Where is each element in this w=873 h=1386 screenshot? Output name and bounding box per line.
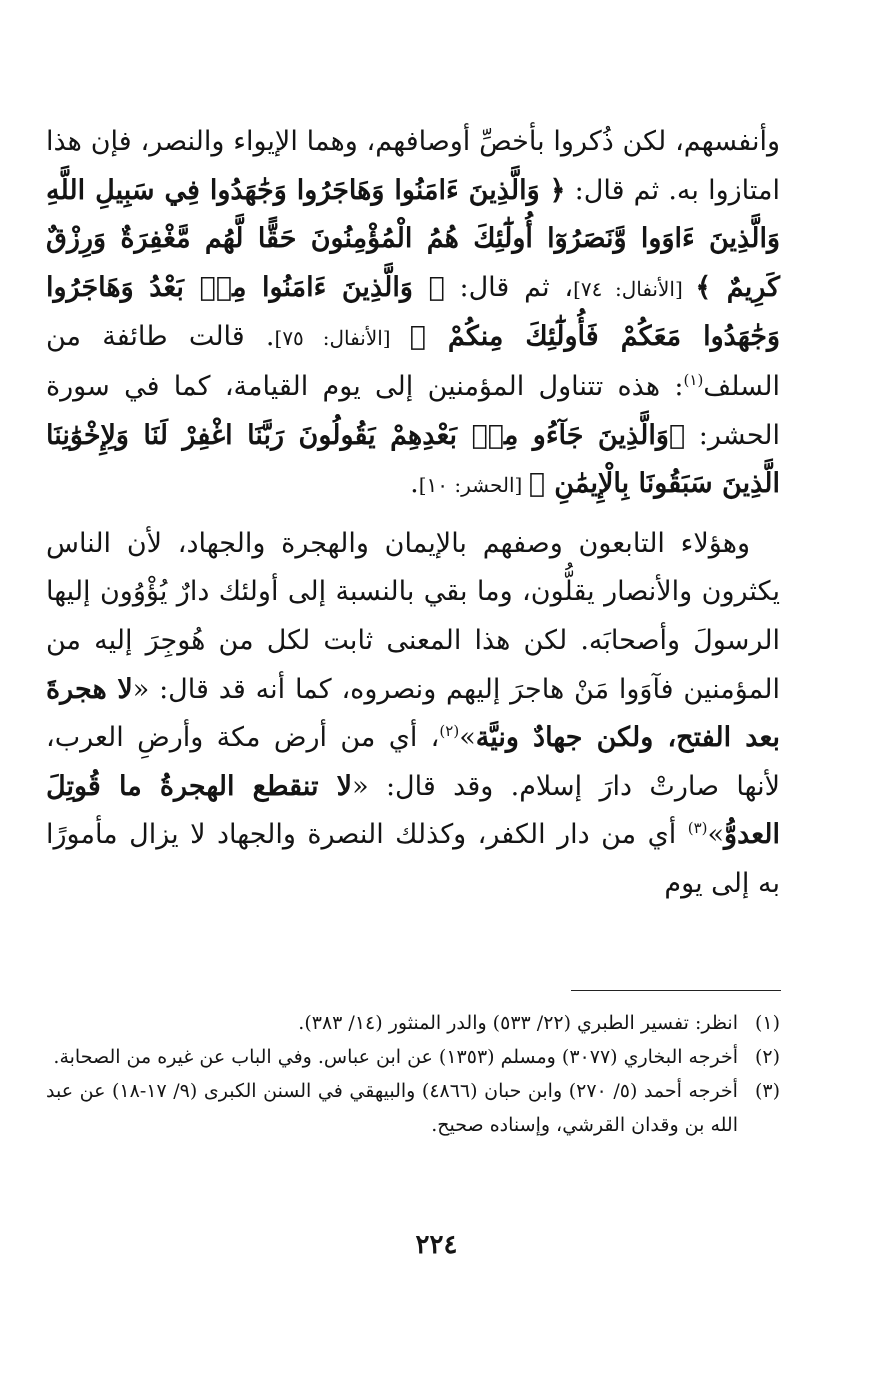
- footnote-number: (١): [754, 1012, 780, 1034]
- hadith-quote: لا تنقطع الهجرةُ ما قُوتِلَ العدوُّ: [46, 770, 780, 851]
- text-span: : هذه تتناول المؤمنين إلى يوم القيامة، كما في سورة الحشر:: [46, 370, 781, 451]
- footnote-number: (٣): [754, 1080, 780, 1102]
- footnote-item: [46, 1006, 780, 1040]
- footnotes: [46, 1006, 780, 1142]
- footnote-marker[interactable]: (١): [683, 370, 704, 389]
- text-span: »: [707, 819, 725, 851]
- text-span: ، ثم قال:: [444, 271, 574, 303]
- quran-verse: ﴿ وَالَّذِينَ ءَامَنُوا مِنۢ بَعْدُ وَهَاجَرُوا وَجَٰهَدُوا مَعَكُمْ فَأُولَٰٓئِكَ مِنكُمْ ﴾: [46, 271, 780, 353]
- verse-reference: [الأنفال: ٧٤]: [573, 276, 696, 301]
- footnote-marker[interactable]: (٣): [687, 819, 708, 838]
- text-span: أي من دار الكفر، وكذلك النصرة والجهاد لا يزال مأمورًا به إلى يوم: [46, 819, 780, 899]
- page-body: [46, 118, 780, 909]
- quran-verse: ﴿وَالَّذِينَ جَآءُو مِنۢ بَعْدِهِمْ يَقُولُونَ رَبَّنَا اغْفِرْ لَنَا وَلِإِخْوَٰنِنَا الَّذِينَ سَبَقُونَا بِالْإِيمَٰنِ ﴾: [46, 419, 780, 500]
- footnote-item: [46, 1074, 780, 1142]
- verse-reference: [الحشر: ١٠]: [418, 473, 529, 498]
- hadith-quote: لا هجرةَ بعد الفتح، ولكن جهادٌ ونيَّة: [46, 673, 780, 754]
- footnote-text: انظر: تفسير الطبري (٢٢/ ٥٣٣) والدر المنثور (١٤/ ٣٨٣).: [298, 1012, 738, 1034]
- text-span: وأنفسهم، لكن ذُكروا بأخصِّ أوصافهم، وهما الإيواء والنصر، فإن هذا امتازوا به. ثم قال:: [46, 126, 780, 206]
- footnote-text: أخرجه أحمد (٥/ ٢٧٠) وابن حبان (٤٨٦٦) والبيهقي في السنن الكبرى (٩/ ١٧-١٨) عن عبد الله بن وقدان القرشي، وإسناده صحيح.: [46, 1080, 738, 1136]
- quran-verse: ﴿ وَالَّذِينَ ءَامَنُوا وَهَاجَرُوا وَجَٰهَدُوا فِي سَبِيلِ اللَّهِ وَالَّذِينَ ءَاوَوا وَّنَصَرُوٓا أُولَٰٓئِكَ هُمُ الْمُؤْمِنُونَ حَقًّا لَّهُم مَّغْفِرَةٌ وَرِزْقٌ كَرِيمٌ ﴾: [46, 174, 780, 303]
- verse-reference: [الأنفال: ٧٥]: [274, 326, 410, 351]
- footnote-number: (٢): [754, 1046, 780, 1068]
- paragraph-1: [46, 118, 780, 510]
- text-span: ، أي من أرض مكة وأرضِ العرب، لأنها صارتْ دارَ إسلام. وقد قال: «: [46, 722, 780, 802]
- page-number: ٢٢٤: [415, 1230, 458, 1260]
- footnote-item: [46, 1040, 780, 1074]
- paragraph-2: [46, 520, 780, 909]
- text-span: وهؤلاء التابعون وصفهم بالإيمان والهجرة والجهاد، لأن الناس يكثرون والأنصار يقلُّون، وما بقي بالنسبة إلى أولئك دارٌ يُؤْوُون إليها الرسولَ وأصحابَه. لكن هذا المعنى ثابت لكل من هُوجِرَ إليه من المؤمنين فآوَوا مَنْ هاجرَ إليهم ونصروه، كما أنه قد قال: «: [46, 527, 780, 705]
- text-span: »: [459, 722, 476, 754]
- footnote-separator: [571, 990, 781, 991]
- footnote-text: أخرجه البخاري (٣٠٧٧) ومسلم (١٣٥٣) عن ابن عباس. وفي الباب عن غيره من الصحابة.: [53, 1046, 738, 1068]
- footnote-marker[interactable]: (٢): [439, 722, 460, 741]
- text-span: .: [410, 468, 419, 500]
- text-span: . قالت طائفة من السلف: [46, 321, 780, 402]
